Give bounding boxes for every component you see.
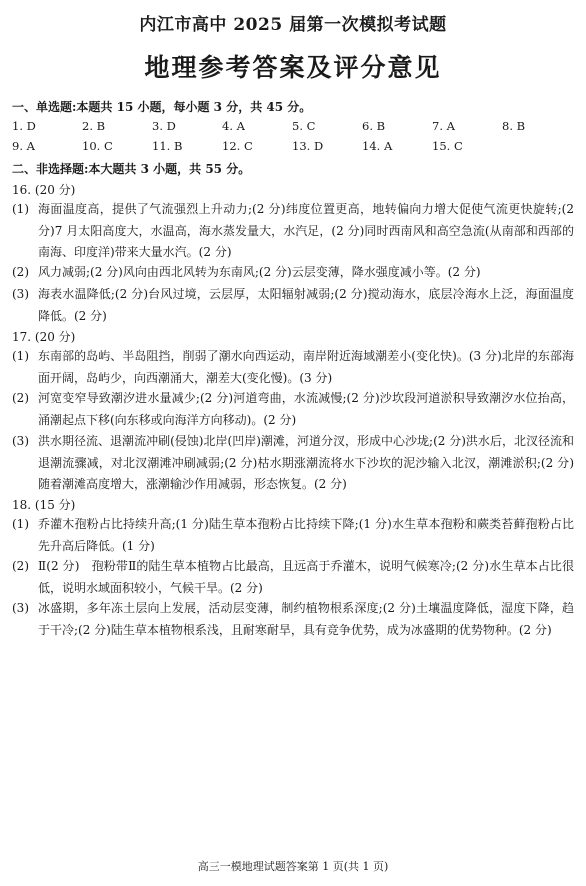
item-number: (2) [12,265,29,279]
q18-item-1 [12,514,574,557]
answer-item: 2. B [82,119,106,133]
exam-title: 内江市高中 2025 届第一次模拟考试题 [139,15,447,35]
page-footer: 高三一模地理试题答案第 1 页(共 1 页) [197,860,389,873]
section1-heading: 一、单选题:本题共 15 小题，每小题 3 分，共 45 分。 [12,100,312,114]
answer-item: 1. D [12,119,36,133]
q16-item-3 [12,284,574,327]
answer-item: 13. D [292,139,324,153]
item-text: 海面温度高，提供了气流强烈上升动力;(2 分)纬度位置更高，地转偏向力增大促使气流更快旋转;(2 分)7 月太阳高度大，水温高，海水蒸发量大，水汽足，(2 分)同时西南风和高空急流(从南部和西部的南海、印度洋)带来大量水汽。(2 分) [38,202,574,259]
answer-key-title: 地理参考答案及评分意见 [144,53,442,82]
item-text: 冰盛期，多年冻土层向上发展，活动层变薄，制约植物根系深度;(2 分)土壤温度降低，湿度下降，趋于干冷;(2 分)陆生草本植物根系浅，且耐寒耐旱，具有竞争优势，成为冰盛期的优势物种。(2 分) [38,601,574,637]
answer-item: 8. B [502,119,526,133]
q17-item-1 [12,346,574,389]
item-text: 海表水温降低;(2 分)台风过境，云层厚，太阳辐射减弱;(2 分)搅动海水，底层冷海水上泛，海面温度降低。(2 分) [38,287,574,323]
answer-row-1 [12,119,572,135]
item-number: (3) [12,287,29,301]
answer-item: 6. B [362,119,386,133]
answer-item: 14. A [362,139,393,153]
item-number: (3) [12,601,29,615]
item-text: 河宽变窄导致潮汐进水量减少;(2 分)河道弯曲，水流减慢;(2 分)沙坎段河道淤积导致潮汐水位抬高，涌潮起点下移(向东移或向海洋方向移动)。(2 分) [38,391,574,427]
answer-item: 4. A [222,119,245,133]
answer-item: 12. C [222,139,253,153]
q17-item-2 [12,388,574,431]
question-18-header: 18. (15 分) [12,498,76,512]
answer-item: 5. C [292,119,316,133]
section2-heading: 二、非选择题:本大题共 3 小题，共 55 分。 [12,162,251,176]
answer-item: 3. D [152,119,176,133]
q16-item-1 [12,199,574,264]
item-text: 风力减弱;(2 分)风向由西北风转为东南风;(2 分)云层变薄，降水强度减小等。(2 分) [38,265,481,279]
answer-item: 10. C [82,139,113,153]
item-number: (1) [12,202,29,216]
q18-item-3 [12,598,574,641]
item-number: (2) [12,391,29,405]
answer-item: 9. A [12,139,35,153]
q16-item-2 [12,262,574,284]
item-number: (3) [12,434,29,448]
question-17-header: 17. (20 分) [12,330,76,344]
item-number: (2) [12,559,29,573]
question-16-header: 16. (20 分) [12,183,76,197]
answer-row-2 [12,139,572,155]
item-text: 东南部的岛屿、半岛阻挡，削弱了潮水向西运动，南岸附近海域潮差小(变化快)。(3 分)北岸的东部海面开阔，岛屿少，向西潮涌大，潮差大(变化慢)。(3 分) [38,349,574,385]
item-text: 乔灌木孢粉占比持续升高;(1 分)陆生草本孢粉占比持续下降;(1 分)水生草本孢粉和蕨类苔藓孢粉占比先升高后降低。(1 分) [38,517,574,553]
q18-item-2 [12,556,574,599]
item-text: 洪水期径流、退潮流冲刷(侵蚀)北岸(凹岸)潮滩，河道分汊，形成中心沙垅;(2 分)洪水后，北汊径流和退潮流骤减，对北汊潮滩冲刷减弱;(2 分)枯水期涨潮流将水下沙坎的泥沙输入北汊，潮滩淤积;(2 分)随着潮滩高度增大，涨潮输沙作用减弱，形态恢复。(2 分) [38,434,574,491]
item-number: (1) [12,517,29,531]
item-text: Ⅱ(2 分) 孢粉带Ⅱ的陆生草本植物占比最高，且远高于乔灌木，说明气候寒冷;(2 分)水生草本占比很低，说明水域面积较小，气候干旱。(2 分) [38,559,574,595]
q17-item-3 [12,431,574,496]
answer-item: 15. C [432,139,463,153]
item-number: (1) [12,349,29,363]
answer-item: 11. B [152,139,183,153]
answer-item: 7. A [432,119,455,133]
